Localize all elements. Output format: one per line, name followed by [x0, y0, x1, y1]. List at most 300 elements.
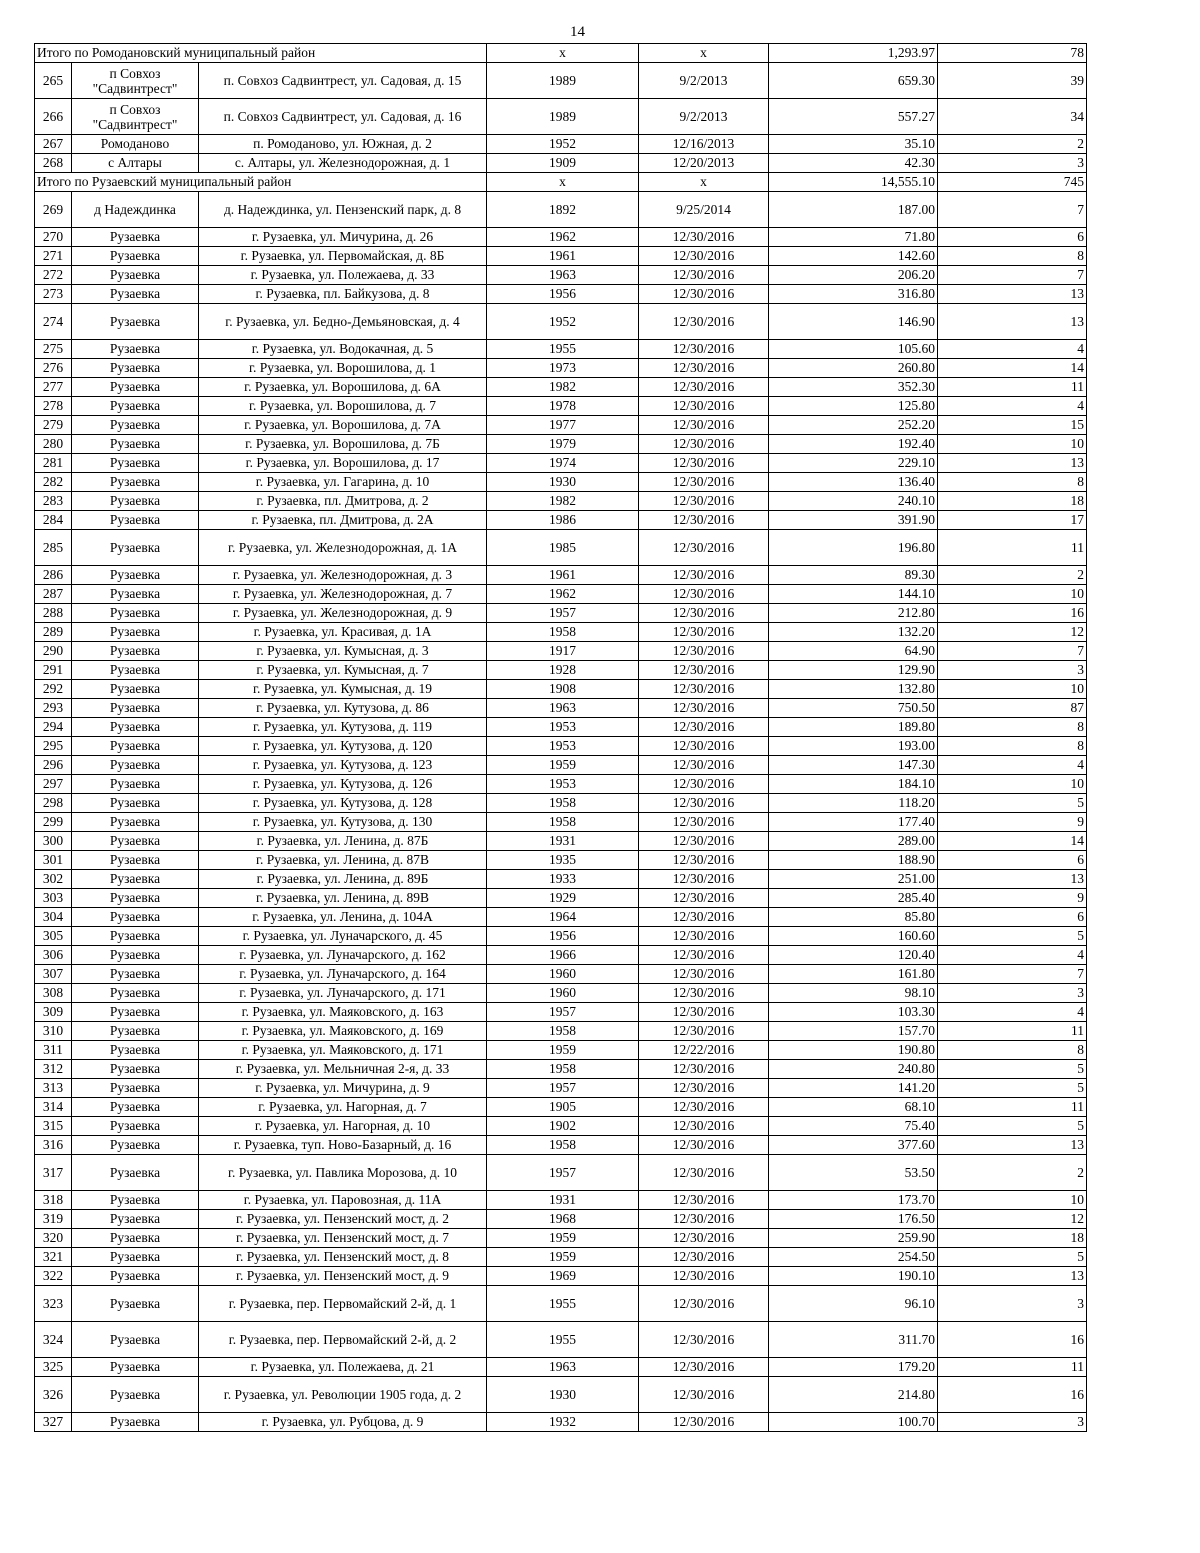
row-number-cell: 285: [35, 530, 72, 566]
date-cell: 12/30/2016: [639, 228, 769, 247]
table-row: [35, 359, 1087, 378]
row-number-cell: 269: [35, 192, 72, 228]
date-cell: 9/25/2014: [639, 192, 769, 228]
year-cell: 1957: [487, 1003, 639, 1022]
area-cell: 142.60: [769, 247, 938, 266]
settlement-cell: Рузаевка: [72, 1413, 199, 1432]
address-cell: г. Рузаевка, ул. Кутузова, д. 128: [199, 794, 487, 813]
area-cell: 176.50: [769, 1210, 938, 1229]
address-cell: г. Рузаевка, ул. Ворошилова, д. 7: [199, 397, 487, 416]
settlement-cell: Рузаевка: [72, 1041, 199, 1060]
table-row: [35, 492, 1087, 511]
count-cell: 8: [938, 718, 1087, 737]
table-row: [35, 454, 1087, 473]
row-number-cell: 320: [35, 1229, 72, 1248]
area-cell: 173.70: [769, 1191, 938, 1210]
settlement-cell: Рузаевка: [72, 397, 199, 416]
year-cell: 1958: [487, 813, 639, 832]
row-number-cell: 284: [35, 511, 72, 530]
address-cell: г. Рузаевка, ул. Маяковского, д. 163: [199, 1003, 487, 1022]
year-cell: 1959: [487, 1041, 639, 1060]
date-cell: 12/30/2016: [639, 604, 769, 623]
settlement-cell: Рузаевка: [72, 984, 199, 1003]
address-cell: г. Рузаевка, ул. Луначарского, д. 171: [199, 984, 487, 1003]
table-body: [35, 44, 1087, 1432]
row-number-cell: 275: [35, 340, 72, 359]
row-number-cell: 296: [35, 756, 72, 775]
area-cell: 240.80: [769, 1060, 938, 1079]
area-cell: 161.80: [769, 965, 938, 984]
address-cell: г. Рузаевка, ул. Мичурина, д. 26: [199, 228, 487, 247]
row-number-cell: 307: [35, 965, 72, 984]
row-number-cell: 304: [35, 908, 72, 927]
count-cell: 13: [938, 1267, 1087, 1286]
settlement-cell: Рузаевка: [72, 699, 199, 718]
count-cell: 4: [938, 340, 1087, 359]
count-cell: 8: [938, 247, 1087, 266]
settlement-cell: Рузаевка: [72, 1267, 199, 1286]
date-cell: 12/30/2016: [639, 492, 769, 511]
settlement-cell: Рузаевка: [72, 623, 199, 642]
date-cell: 12/30/2016: [639, 397, 769, 416]
settlement-cell: Рузаевка: [72, 416, 199, 435]
count-cell: 11: [938, 378, 1087, 397]
table-row: [35, 832, 1087, 851]
count-cell: 5: [938, 1117, 1087, 1136]
address-cell: г. Рузаевка, пл. Дмитрова, д. 2А: [199, 511, 487, 530]
row-number-cell: 318: [35, 1191, 72, 1210]
year-cell: х: [487, 44, 639, 63]
count-cell: 12: [938, 1210, 1087, 1229]
settlement-cell: Рузаевка: [72, 530, 199, 566]
row-number-cell: 301: [35, 851, 72, 870]
address-cell: г. Рузаевка, ул. Маяковского, д. 171: [199, 1041, 487, 1060]
count-cell: 6: [938, 228, 1087, 247]
row-number-cell: 288: [35, 604, 72, 623]
address-cell: д. Надеждинка, ул. Пензенский парк, д. 8: [199, 192, 487, 228]
date-cell: 12/30/2016: [639, 718, 769, 737]
date-cell: 12/30/2016: [639, 889, 769, 908]
table-row: [35, 1413, 1087, 1432]
row-number-cell: 279: [35, 416, 72, 435]
row-number-cell: 302: [35, 870, 72, 889]
table-row: [35, 1322, 1087, 1358]
settlement-cell: Рузаевка: [72, 340, 199, 359]
page-number: 14: [570, 24, 585, 40]
date-cell: 12/30/2016: [639, 1098, 769, 1117]
date-cell: 12/22/2016: [639, 1041, 769, 1060]
address-cell: г. Рузаевка, ул. Пензенский мост, д. 2: [199, 1210, 487, 1229]
settlement-cell: Рузаевка: [72, 247, 199, 266]
year-cell: 1958: [487, 794, 639, 813]
area-cell: 42.30: [769, 154, 938, 173]
settlement-cell: с Алтары: [72, 154, 199, 173]
table-row: [35, 397, 1087, 416]
count-cell: 12: [938, 623, 1087, 642]
count-cell: 87: [938, 699, 1087, 718]
year-cell: 1933: [487, 870, 639, 889]
year-cell: 1908: [487, 680, 639, 699]
count-cell: 3: [938, 984, 1087, 1003]
address-cell: г. Рузаевка, ул. Железнодорожная, д. 3: [199, 566, 487, 585]
year-cell: 1957: [487, 1079, 639, 1098]
area-cell: 285.40: [769, 889, 938, 908]
year-cell: 1963: [487, 699, 639, 718]
table-row: [35, 266, 1087, 285]
year-cell: 1964: [487, 908, 639, 927]
row-number-cell: 270: [35, 228, 72, 247]
date-cell: 12/30/2016: [639, 1022, 769, 1041]
row-number-cell: 315: [35, 1117, 72, 1136]
year-cell: 1963: [487, 266, 639, 285]
settlement-cell: Рузаевка: [72, 718, 199, 737]
date-cell: 12/30/2016: [639, 585, 769, 604]
year-cell: 1959: [487, 756, 639, 775]
year-cell: 1985: [487, 530, 639, 566]
table-row: [35, 378, 1087, 397]
year-cell: 1930: [487, 1377, 639, 1413]
address-cell: г. Рузаевка, ул. Ворошилова, д. 17: [199, 454, 487, 473]
settlement-cell: Рузаевка: [72, 285, 199, 304]
table-row: [35, 1377, 1087, 1413]
count-cell: 5: [938, 1060, 1087, 1079]
year-cell: 1960: [487, 984, 639, 1003]
settlement-cell: д Надеждинка: [72, 192, 199, 228]
settlement-cell: Рузаевка: [72, 1191, 199, 1210]
year-cell: 1966: [487, 946, 639, 965]
area-cell: 259.90: [769, 1229, 938, 1248]
count-cell: 2: [938, 1155, 1087, 1191]
address-cell: г. Рузаевка, ул. Нагорная, д. 10: [199, 1117, 487, 1136]
date-cell: 12/30/2016: [639, 266, 769, 285]
table-row: [35, 511, 1087, 530]
year-cell: 1905: [487, 1098, 639, 1117]
area-cell: 196.80: [769, 530, 938, 566]
settlement-cell: Рузаевка: [72, 775, 199, 794]
count-cell: 13: [938, 304, 1087, 340]
address-cell: г. Рузаевка, ул. Водокачная, д. 5: [199, 340, 487, 359]
row-number-cell: 282: [35, 473, 72, 492]
date-cell: 12/30/2016: [639, 1358, 769, 1377]
table-row: [35, 566, 1087, 585]
address-cell: г. Рузаевка, ул. Кутузова, д. 86: [199, 699, 487, 718]
area-cell: 118.20: [769, 794, 938, 813]
count-cell: 4: [938, 756, 1087, 775]
table-row: [35, 756, 1087, 775]
row-number-cell: 323: [35, 1286, 72, 1322]
row-number-cell: 272: [35, 266, 72, 285]
count-cell: 11: [938, 530, 1087, 566]
table-row: [35, 135, 1087, 154]
year-cell: 1953: [487, 737, 639, 756]
date-cell: 12/20/2013: [639, 154, 769, 173]
row-number-cell: 292: [35, 680, 72, 699]
year-cell: 1958: [487, 1060, 639, 1079]
table-row: [35, 340, 1087, 359]
area-cell: 252.20: [769, 416, 938, 435]
total-label: Итого по Рузаевский муниципальный район: [35, 173, 487, 192]
count-cell: 13: [938, 454, 1087, 473]
address-cell: г. Рузаевка, ул. Гагарина, д. 10: [199, 473, 487, 492]
count-cell: 16: [938, 1322, 1087, 1358]
address-cell: г. Рузаевка, ул. Полежаева, д. 21: [199, 1358, 487, 1377]
address-cell: г. Рузаевка, ул. Ворошилова, д. 1: [199, 359, 487, 378]
table-row: [35, 99, 1087, 135]
date-cell: 12/30/2016: [639, 1267, 769, 1286]
year-cell: 1959: [487, 1248, 639, 1267]
settlement-cell: Рузаевка: [72, 832, 199, 851]
date-cell: 12/30/2016: [639, 1003, 769, 1022]
row-number-cell: 325: [35, 1358, 72, 1377]
area-cell: 35.10: [769, 135, 938, 154]
area-cell: 103.30: [769, 1003, 938, 1022]
settlement-cell: Рузаевка: [72, 870, 199, 889]
settlement-cell: Рузаевка: [72, 1358, 199, 1377]
settlement-cell: Рузаевка: [72, 228, 199, 247]
address-cell: п. Совхоз Садвинтрест, ул. Садовая, д. 16: [199, 99, 487, 135]
settlement-cell: Рузаевка: [72, 680, 199, 699]
settlement-cell: Рузаевка: [72, 756, 199, 775]
count-cell: 5: [938, 927, 1087, 946]
settlement-cell: Рузаевка: [72, 585, 199, 604]
settlement-cell: Рузаевка: [72, 642, 199, 661]
address-cell: с. Алтары, ул. Железнодорожная, д. 1: [199, 154, 487, 173]
date-cell: 12/30/2016: [639, 1229, 769, 1248]
address-cell: г. Рузаевка, ул. Пензенский мост, д. 7: [199, 1229, 487, 1248]
address-cell: г. Рузаевка, ул. Павлика Морозова, д. 10: [199, 1155, 487, 1191]
address-cell: п. Совхоз Садвинтрест, ул. Садовая, д. 15: [199, 63, 487, 99]
address-cell: г. Рузаевка, ул. Ворошилова, д. 7А: [199, 416, 487, 435]
count-cell: 7: [938, 266, 1087, 285]
address-cell: г. Рузаевка, ул. Маяковского, д. 169: [199, 1022, 487, 1041]
area-cell: 96.10: [769, 1286, 938, 1322]
date-cell: 12/30/2016: [639, 965, 769, 984]
address-cell: г. Рузаевка, ул. Первомайская, д. 8Б: [199, 247, 487, 266]
row-number-cell: 297: [35, 775, 72, 794]
table-row: [35, 1229, 1087, 1248]
area-cell: 189.80: [769, 718, 938, 737]
table-row: [35, 1155, 1087, 1191]
date-cell: 12/30/2016: [639, 623, 769, 642]
row-number-cell: 312: [35, 1060, 72, 1079]
total-row: [35, 173, 1087, 192]
count-cell: 7: [938, 965, 1087, 984]
date-cell: 12/30/2016: [639, 1060, 769, 1079]
year-cell: 1955: [487, 340, 639, 359]
address-cell: г. Рузаевка, ул. Пензенский мост, д. 9: [199, 1267, 487, 1286]
area-cell: 391.90: [769, 511, 938, 530]
area-cell: 187.00: [769, 192, 938, 228]
year-cell: 1956: [487, 285, 639, 304]
date-cell: 12/30/2016: [639, 851, 769, 870]
count-cell: 11: [938, 1358, 1087, 1377]
area-cell: 1,293.97: [769, 44, 938, 63]
table-row: [35, 661, 1087, 680]
count-cell: 18: [938, 492, 1087, 511]
row-number-cell: 316: [35, 1136, 72, 1155]
table-row: [35, 1267, 1087, 1286]
count-cell: 8: [938, 737, 1087, 756]
table-row: [35, 699, 1087, 718]
year-cell: 1902: [487, 1117, 639, 1136]
address-cell: г. Рузаевка, ул. Революции 1905 года, д. 2: [199, 1377, 487, 1413]
year-cell: 1982: [487, 492, 639, 511]
address-cell: г. Рузаевка, ул. Железнодорожная, д. 7: [199, 585, 487, 604]
area-cell: 105.60: [769, 340, 938, 359]
row-number-cell: 319: [35, 1210, 72, 1229]
area-cell: 75.40: [769, 1117, 938, 1136]
settlement-cell: Рузаевка: [72, 1098, 199, 1117]
row-number-cell: 309: [35, 1003, 72, 1022]
address-cell: п. Ромоданово, ул. Южная, д. 2: [199, 135, 487, 154]
date-cell: 12/30/2016: [639, 304, 769, 340]
address-cell: г. Рузаевка, ул. Кутузова, д. 120: [199, 737, 487, 756]
count-cell: 745: [938, 173, 1087, 192]
count-cell: 15: [938, 416, 1087, 435]
area-cell: 289.00: [769, 832, 938, 851]
count-cell: 3: [938, 154, 1087, 173]
table-row: [35, 1041, 1087, 1060]
row-number-cell: 308: [35, 984, 72, 1003]
date-cell: 12/30/2016: [639, 1413, 769, 1432]
area-cell: 352.30: [769, 378, 938, 397]
table-row: [35, 1003, 1087, 1022]
table-row: [35, 794, 1087, 813]
row-number-cell: 303: [35, 889, 72, 908]
address-cell: г. Рузаевка, ул. Луначарского, д. 45: [199, 927, 487, 946]
table-row: [35, 192, 1087, 228]
table-row: [35, 1358, 1087, 1377]
date-cell: 12/30/2016: [639, 927, 769, 946]
count-cell: 14: [938, 359, 1087, 378]
address-cell: г. Рузаевка, ул. Нагорная, д. 7: [199, 1098, 487, 1117]
address-cell: г. Рузаевка, ул. Кумысная, д. 19: [199, 680, 487, 699]
row-number-cell: 277: [35, 378, 72, 397]
date-cell: 12/30/2016: [639, 1079, 769, 1098]
year-cell: 1931: [487, 832, 639, 851]
area-cell: 160.60: [769, 927, 938, 946]
settlement-cell: Рузаевка: [72, 927, 199, 946]
year-cell: 1989: [487, 99, 639, 135]
settlement-cell: Рузаевка: [72, 604, 199, 623]
total-row: [35, 44, 1087, 63]
area-cell: 14,555.10: [769, 173, 938, 192]
year-cell: 1986: [487, 511, 639, 530]
area-cell: 184.10: [769, 775, 938, 794]
count-cell: 3: [938, 1413, 1087, 1432]
row-number-cell: 298: [35, 794, 72, 813]
date-cell: 12/30/2016: [639, 642, 769, 661]
row-number-cell: 317: [35, 1155, 72, 1191]
count-cell: 39: [938, 63, 1087, 99]
area-cell: 377.60: [769, 1136, 938, 1155]
year-cell: 1963: [487, 1358, 639, 1377]
row-number-cell: 321: [35, 1248, 72, 1267]
settlement-cell: Рузаевка: [72, 566, 199, 585]
date-cell: 12/30/2016: [639, 1248, 769, 1267]
area-cell: 64.90: [769, 642, 938, 661]
settlement-cell: Рузаевка: [72, 1229, 199, 1248]
address-cell: г. Рузаевка, пер. Первомайский 2-й, д. 2: [199, 1322, 487, 1358]
date-cell: 12/30/2016: [639, 1322, 769, 1358]
area-cell: 750.50: [769, 699, 938, 718]
date-cell: 12/30/2016: [639, 737, 769, 756]
table-row: [35, 870, 1087, 889]
table-row: [35, 154, 1087, 173]
table-row: [35, 285, 1087, 304]
settlement-cell: Рузаевка: [72, 737, 199, 756]
date-cell: 12/16/2013: [639, 135, 769, 154]
settlement-cell: Рузаевка: [72, 1136, 199, 1155]
row-number-cell: 322: [35, 1267, 72, 1286]
count-cell: 34: [938, 99, 1087, 135]
area-cell: 188.90: [769, 851, 938, 870]
row-number-cell: 291: [35, 661, 72, 680]
settlement-cell: Рузаевка: [72, 454, 199, 473]
area-cell: 100.70: [769, 1413, 938, 1432]
table-row: [35, 680, 1087, 699]
address-cell: г. Рузаевка, ул. Ленина, д. 104А: [199, 908, 487, 927]
year-cell: 1977: [487, 416, 639, 435]
count-cell: 17: [938, 511, 1087, 530]
row-number-cell: 300: [35, 832, 72, 851]
year-cell: 1955: [487, 1322, 639, 1358]
row-number-cell: 305: [35, 927, 72, 946]
date-cell: 12/30/2016: [639, 359, 769, 378]
table-row: [35, 247, 1087, 266]
address-cell: г. Рузаевка, ул. Мельничная 2-я, д. 33: [199, 1060, 487, 1079]
date-cell: 12/30/2016: [639, 1286, 769, 1322]
row-number-cell: 324: [35, 1322, 72, 1358]
row-number-cell: 280: [35, 435, 72, 454]
date-cell: 12/30/2016: [639, 416, 769, 435]
area-cell: 192.40: [769, 435, 938, 454]
area-cell: 141.20: [769, 1079, 938, 1098]
address-cell: г. Рузаевка, ул. Ворошилова, д. 7Б: [199, 435, 487, 454]
area-cell: 177.40: [769, 813, 938, 832]
settlement-cell: Рузаевка: [72, 435, 199, 454]
address-cell: г. Рузаевка, ул. Ленина, д. 89В: [199, 889, 487, 908]
area-cell: 132.20: [769, 623, 938, 642]
address-cell: г. Рузаевка, ул. Кумысная, д. 3: [199, 642, 487, 661]
year-cell: 1956: [487, 927, 639, 946]
row-number-cell: 281: [35, 454, 72, 473]
count-cell: 10: [938, 585, 1087, 604]
address-cell: г. Рузаевка, ул. Мичурина, д. 9: [199, 1079, 487, 1098]
row-number-cell: 266: [35, 99, 72, 135]
table-row: [35, 1098, 1087, 1117]
address-cell: г. Рузаевка, ул. Ленина, д. 87В: [199, 851, 487, 870]
settlement-cell: Рузаевка: [72, 511, 199, 530]
table-row: [35, 416, 1087, 435]
year-cell: 1960: [487, 965, 639, 984]
address-cell: г. Рузаевка, пл. Дмитрова, д. 2: [199, 492, 487, 511]
area-cell: 68.10: [769, 1098, 938, 1117]
year-cell: 1961: [487, 247, 639, 266]
date-cell: 12/30/2016: [639, 1210, 769, 1229]
count-cell: 6: [938, 908, 1087, 927]
settlement-cell: Рузаевка: [72, 1003, 199, 1022]
table-row: [35, 1079, 1087, 1098]
settlement-cell: Рузаевка: [72, 946, 199, 965]
count-cell: 6: [938, 851, 1087, 870]
settlement-cell: Рузаевка: [72, 266, 199, 285]
settlement-cell: Рузаевка: [72, 851, 199, 870]
table-row: [35, 604, 1087, 623]
count-cell: 10: [938, 435, 1087, 454]
table-row: [35, 228, 1087, 247]
year-cell: 1952: [487, 304, 639, 340]
